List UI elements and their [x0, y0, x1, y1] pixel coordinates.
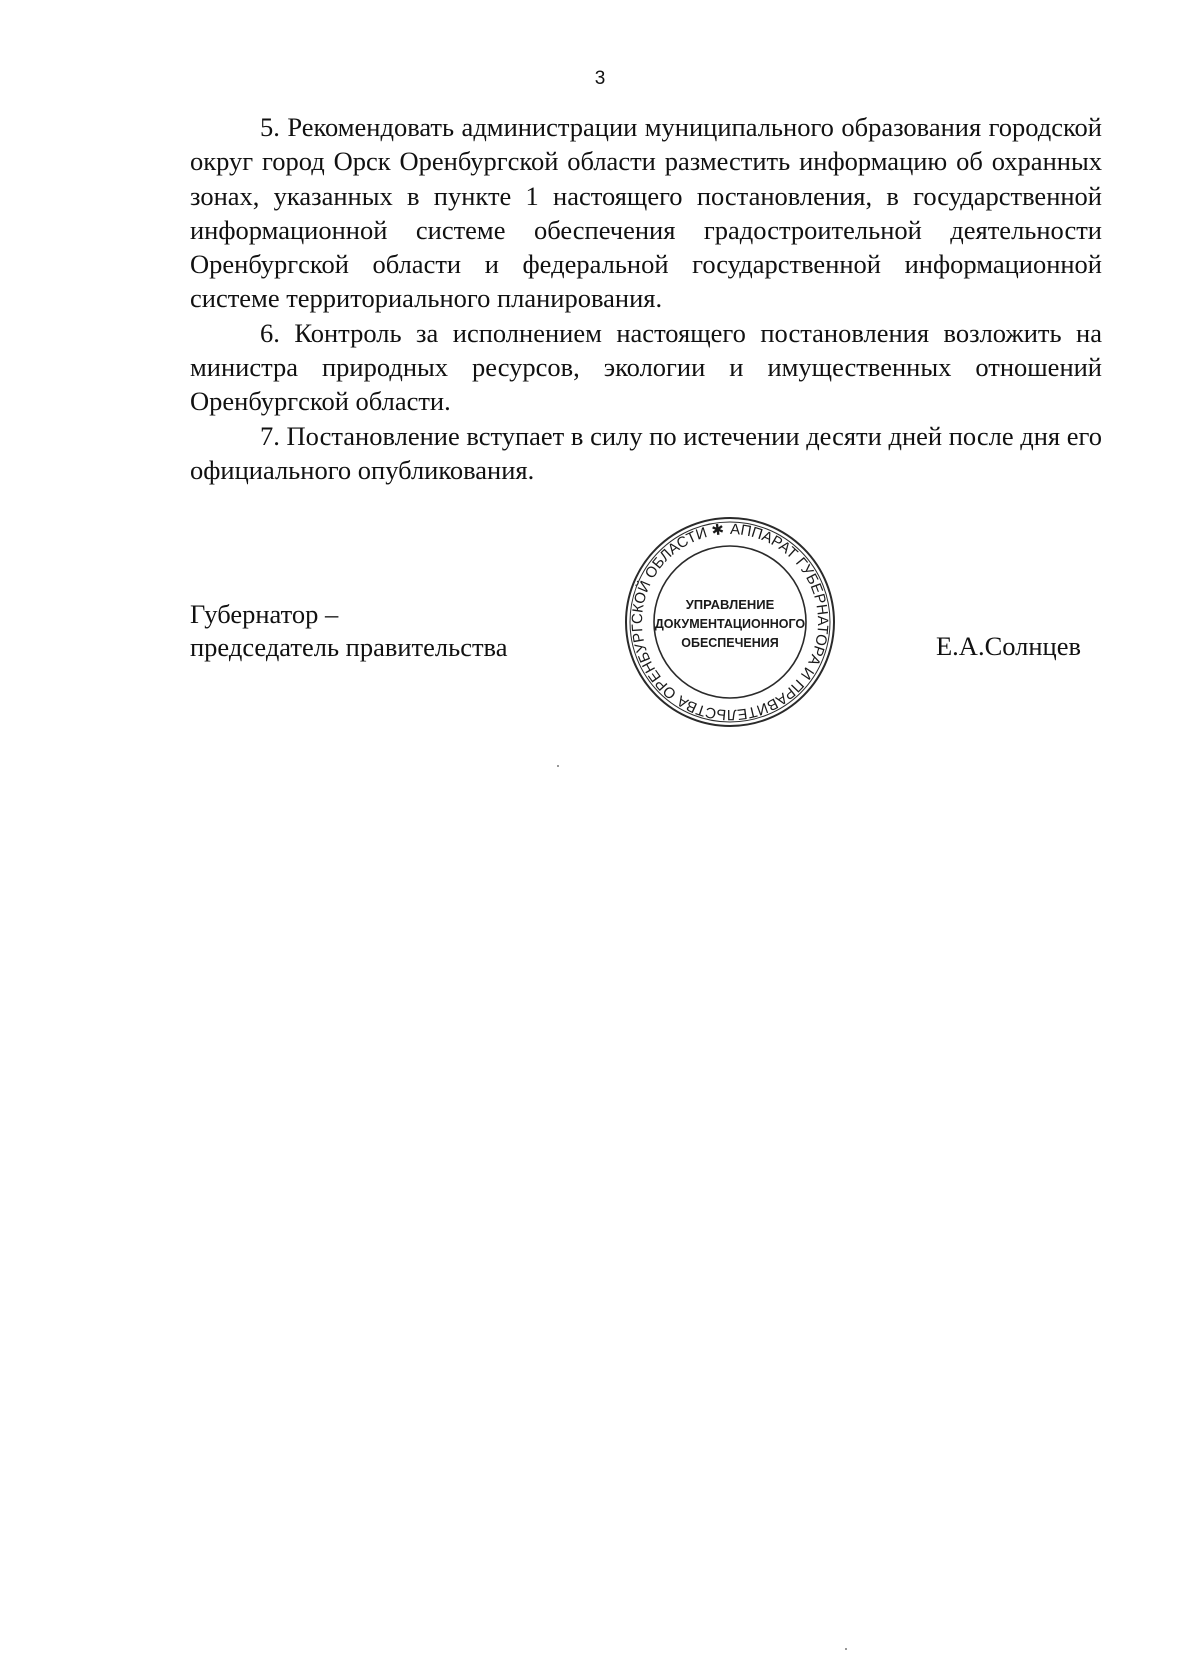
seal-center-line3: ОБЕСПЕЧЕНИЯ: [681, 636, 779, 650]
document-body: [190, 110, 1102, 487]
page-number: 3: [594, 68, 606, 89]
signatory-title-line2: председатель правительства: [190, 632, 508, 662]
signatory-title-line1: Губернатор –: [190, 599, 339, 629]
signatory-name: Е.А.Солнцев: [936, 631, 1082, 661]
scan-speck: [845, 1648, 847, 1650]
signatory-title: [190, 598, 507, 664]
scan-speck: [557, 765, 559, 767]
seal-ring-text: АППАРАТ ГУБЕРНАТОРА И ПРАВИТЕЛЬСТВА ОРЕНБУРГСКОЙ ОБЛАСТИ ✱: [628, 520, 832, 724]
paragraph-5: 5. Рекомендовать администрации муниципального образования городской округ город Орск Оренбургской области разместить информацию об охранных зонах, указанных в пункте 1 настоящего постановления, в государственной информационной системе обеспечения градостроительной деятельности Оренбургской области и федеральной государственной информационной системе территориального планирования.: [190, 112, 1102, 314]
seal-center-line2: ДОКУМЕНТАЦИОННОГО: [654, 617, 806, 631]
seal-center-line1: УПРАВЛЕНИЕ: [685, 597, 775, 612]
paragraph-6: 6. Контроль за исполнением настоящего постановления возложить на министра природных ресурсов, экологии и имущественных отношений Оренбургской области.: [190, 317, 1102, 417]
official-seal-stamp: [620, 512, 840, 732]
paragraph-7: 7. Постановление вступает в силу по истечении десяти дней после дня его официального опубликования.: [190, 420, 1102, 485]
